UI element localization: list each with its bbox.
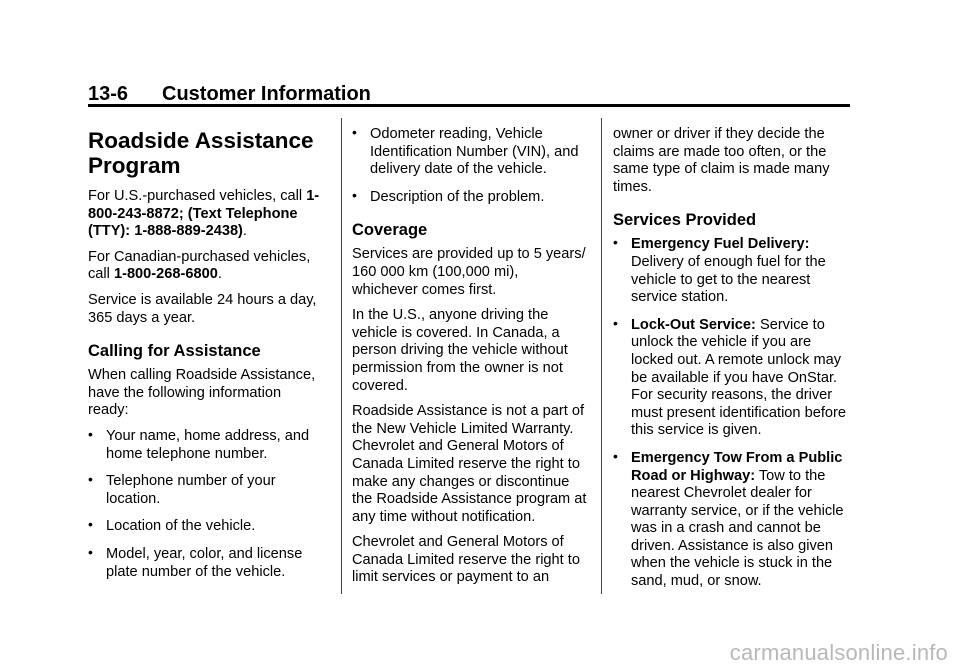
services-list [613,236,849,590]
list-item [88,425,324,463]
column-1 [88,126,324,591]
us-phone-intro: For U.S.-purchased vehicles, call [88,188,303,204]
calling-list [88,425,324,581]
list-item [613,314,849,440]
bullet-icon: • [613,447,618,464]
coverage-heading: Coverage [352,221,428,240]
coverage-paragraph-continued: owner or driver if they decide the claims are made too often, or the same type of claim is made many times. [613,126,830,195]
list-item-text: Odometer reading, Vehicle Identification Number (VIN), and delivery date of the vehicle. [370,126,579,178]
us-phone-end: . [242,223,247,240]
list-item-text: Location of the vehicle. [106,518,256,535]
section-title: Customer Information [162,83,371,105]
list-item-text: Model, year, color, and license plate number of the vehicle. [106,545,303,580]
list-item-text: Telephone number of your location. [106,473,276,507]
list-item [88,543,324,581]
bullet-icon: • [88,425,93,442]
page-number: 13-6 [88,83,129,105]
bullet-icon: • [352,186,357,203]
canada-phone-number: 1-800-268-6800 [113,266,218,283]
watermark: carmanualsonline.info [729,640,948,665]
page-header [88,82,850,106]
list-item [352,186,588,207]
bullet-icon: • [613,234,618,251]
us-phone-number: 1-800-243-8872; (Text Telephone (TTY): 1-888-889-2438) [88,188,320,240]
service-text: Tow to the nearest Chevrolet dealer for warranty service, or if the vehicle was in a crash and cannot be driven. Assistance is also given when the vehicle is stuck in the sand, mud, or snow. [631,467,844,590]
bullet-icon: • [352,124,357,140]
bullet-icon: • [88,471,93,488]
bullet-icon: • [88,516,93,533]
list-item-text: Your name, home address, and home telephone number. [106,427,310,462]
service-label: Lock-Out Service: [631,316,756,333]
column-2 [352,126,588,595]
calling-list-continued [352,126,588,206]
list-item [352,126,588,179]
calling-intro: When calling Roadside Assistance, have the following information ready: [88,367,316,419]
service-text: Service to unlock the vehicle if you are locked out. A remote unlock may be available if you have OnStar. For security reasons, the driver must present identification before this service is given. [631,316,846,439]
coverage-paragraph: Services are provided up to 5 years/ 160 000 km (100,000 mi), whichever comes first. [352,246,586,298]
roadside-assistance-heading: Roadside Assistance Program [88,128,314,178]
column-3 [613,126,849,601]
column-divider [601,118,602,594]
coverage-paragraph: Roadside Assistance is not a part of the New Vehicle Limited Warranty. Chevrolet and General Motors of Canada Limited reserve the right to make any changes or discontinue the Roadside Assistance program at any time without notification. [352,403,587,525]
us-phone-paragraph [88,188,324,241]
list-item [613,236,849,306]
coverage-paragraph: Chevrolet and General Motors of Canada Limited reserve the right to limit services or payment to an [352,534,580,586]
canada-phone-end: . [217,266,222,283]
column-divider [341,118,342,594]
coverage-paragraph: In the U.S., anyone driving the vehicle is covered. In Canada, a person driving the vehicle without permission from the owner is not covered. [352,307,568,394]
bullet-icon: • [613,314,618,331]
service-label: Emergency Fuel Delivery: [631,236,810,253]
calling-heading: Calling for Assistance [88,342,261,361]
list-item [613,447,849,591]
list-item [88,518,324,536]
header-rule [88,104,850,107]
list-item [88,473,324,508]
service-label: Emergency Tow From a Public Road or Highway: [631,449,843,484]
availability-paragraph: Service is available 24 hours a day, 365 days a year. [88,291,317,326]
services-heading: Services Provided [613,211,757,230]
service-text: Delivery of enough fuel for the vehicle to get to the nearest service station. [631,253,826,306]
canada-phone-intro: For Canadian-purchased vehicles, call [88,248,311,283]
list-item-text: Description of the problem. [370,188,545,205]
bullet-icon: • [88,543,93,560]
canada-phone-paragraph [88,249,324,284]
